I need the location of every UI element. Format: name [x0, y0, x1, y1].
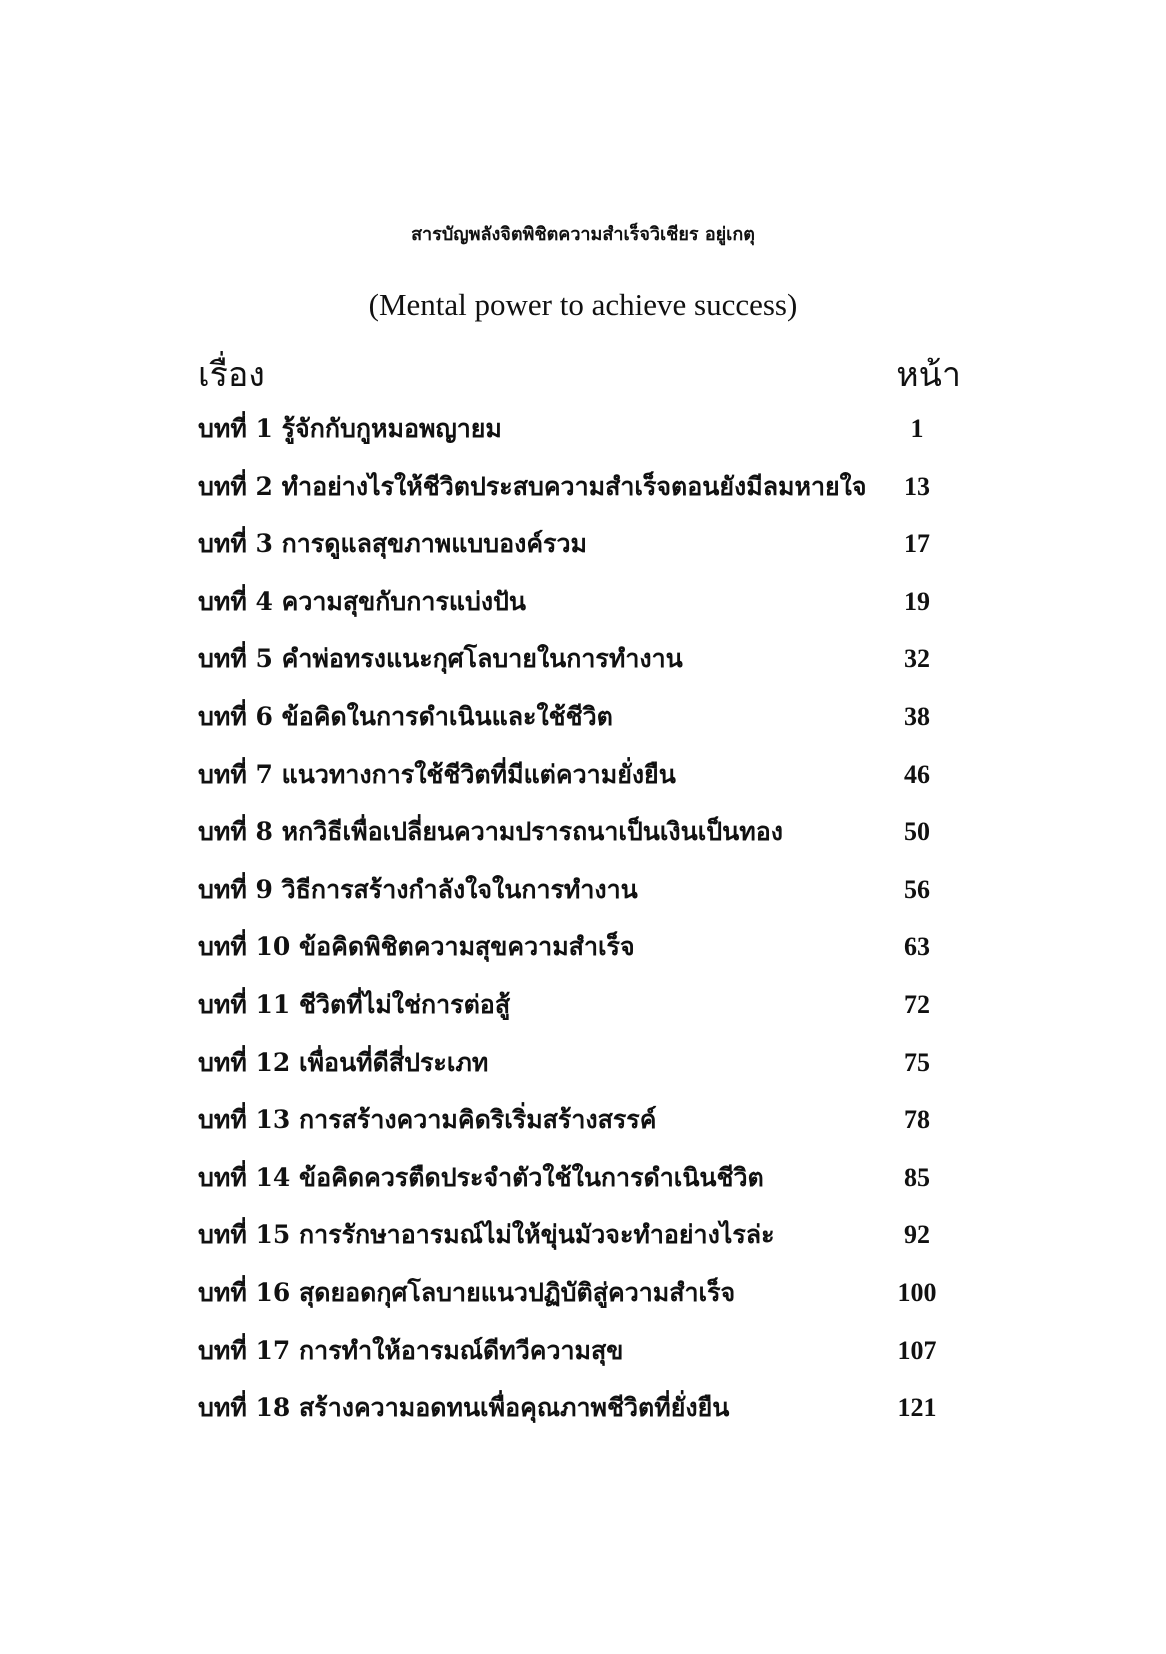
- toc-page-number: 75: [904, 1047, 930, 1077]
- toc-page-number: 19: [904, 586, 930, 616]
- toc-page-number: 46: [904, 759, 930, 789]
- toc-row: [198, 1388, 952, 1446]
- toc-page-number: 56: [904, 874, 930, 904]
- toc-row: [198, 870, 952, 928]
- toc-page-number: 63: [904, 932, 930, 962]
- toc-row: [198, 697, 952, 755]
- toc-chapter-label: บทที่ 4 ความสุขกับการแบ่งปัน: [198, 586, 527, 616]
- toc-chapter-label: บทที่ 17 การทำให้อารมณ์ดีทวีความสุข: [198, 1335, 624, 1365]
- toc-page-number: 121: [897, 1393, 937, 1423]
- toc-page-number: 32: [904, 644, 930, 674]
- toc-page-number: 38: [904, 701, 930, 731]
- toc-page-number: 78: [904, 1105, 930, 1135]
- toc-row: [198, 812, 952, 870]
- toc-chapter-label: บทที่ 14 ข้อคิดควรตืดประจำตัวใช้ในการดำเนินชีวิต: [198, 1162, 764, 1192]
- toc-row: [198, 1273, 952, 1331]
- toc-page-number: 17: [904, 529, 930, 559]
- toc-row: [198, 1158, 952, 1216]
- toc-chapter-label: บทที่ 13 การสร้างความคิดริเริ่มสร้างสรรค์: [198, 1105, 657, 1135]
- column-header-page: หน้า: [896, 355, 961, 395]
- toc-chapter-label: บทที่ 11 ชีวิตที่ไม่ใช่การต่อสู้: [198, 989, 511, 1019]
- toc-row: [198, 409, 952, 467]
- page-subtitle: (Mental power to achieve success): [368, 287, 798, 322]
- toc-row: [198, 755, 952, 813]
- toc-chapter-label: บทที่ 6 ข้อคิดในการดำเนินและใช้ชีวิต: [198, 701, 613, 731]
- toc-chapter-label: บทที่ 1 รู้จักกับกูหมอพญายม: [198, 414, 502, 443]
- toc-chapter-label: บทที่ 8 หกวิธีเพื่อเปลี่ยนความปรารถนาเป็นเงินเป็นทอง: [198, 817, 783, 847]
- toc-row: [198, 1100, 952, 1158]
- toc-page-number: 107: [897, 1335, 937, 1365]
- toc-row: [198, 1043, 952, 1101]
- page-title: สารบัญพลังจิตพิชิตความสำเร็จวิเชียร อยู่เกตุ: [411, 224, 755, 245]
- toc-page-number: 72: [904, 989, 930, 1019]
- toc-page-number: 100: [897, 1277, 937, 1307]
- toc-row: [198, 639, 952, 697]
- toc-row: [198, 582, 952, 640]
- toc-row: [198, 927, 952, 985]
- toc-row: [198, 467, 952, 525]
- toc-chapter-label: บทที่ 9 วิธีการสร้างกำลังใจในการทำงาน: [198, 874, 638, 904]
- toc-chapter-label: บทที่ 12 เพื่อนที่ดีสี่ประเภท: [198, 1047, 489, 1077]
- toc-page-number: 13: [904, 471, 930, 501]
- toc-page-number: 50: [904, 817, 930, 847]
- toc-page-number: 1: [910, 414, 924, 443]
- table-of-contents: [198, 409, 952, 1446]
- toc-chapter-label: บทที่ 18 สร้างความอดทนเพื่อคุณภาพชีวิตที่ยั่งยืน: [198, 1393, 730, 1423]
- toc-row: [198, 524, 952, 582]
- toc-chapter-label: บทที่ 7 แนวทางการใช้ชีวิตที่มีแต่ความยั่งยืน: [198, 759, 676, 789]
- toc-row: [198, 1215, 952, 1273]
- toc-page-number: 85: [904, 1162, 930, 1192]
- toc-chapter-label: บทที่ 5 คำพ่อทรงแนะกุศโลบายในการทำงาน: [198, 644, 683, 674]
- toc-chapter-label: บทที่ 2 ทำอย่างไรให้ชีวิตประสบความสำเร็จตอนยังมีลมหายใจ: [198, 471, 867, 501]
- toc-page-number: 92: [904, 1220, 930, 1250]
- toc-row: [198, 985, 952, 1043]
- toc-row: [198, 1331, 952, 1389]
- toc-chapter-label: บทที่ 16 สุดยอดกุศโลบายแนวปฏิบัติสู่ความสำเร็จ: [198, 1277, 736, 1307]
- column-header-topic: เรื่อง: [198, 355, 265, 395]
- toc-chapter-label: บทที่ 3 การดูแลสุขภาพแบบองค์รวม: [198, 529, 587, 559]
- toc-chapter-label: บทที่ 15 การรักษาอารมณ์ไม่ให้ขุ่นมัวจะทำอย่างไรล่ะ: [198, 1220, 775, 1250]
- toc-chapter-label: บทที่ 10 ข้อคิดพิชิตความสุขความสำเร็จ: [198, 932, 635, 962]
